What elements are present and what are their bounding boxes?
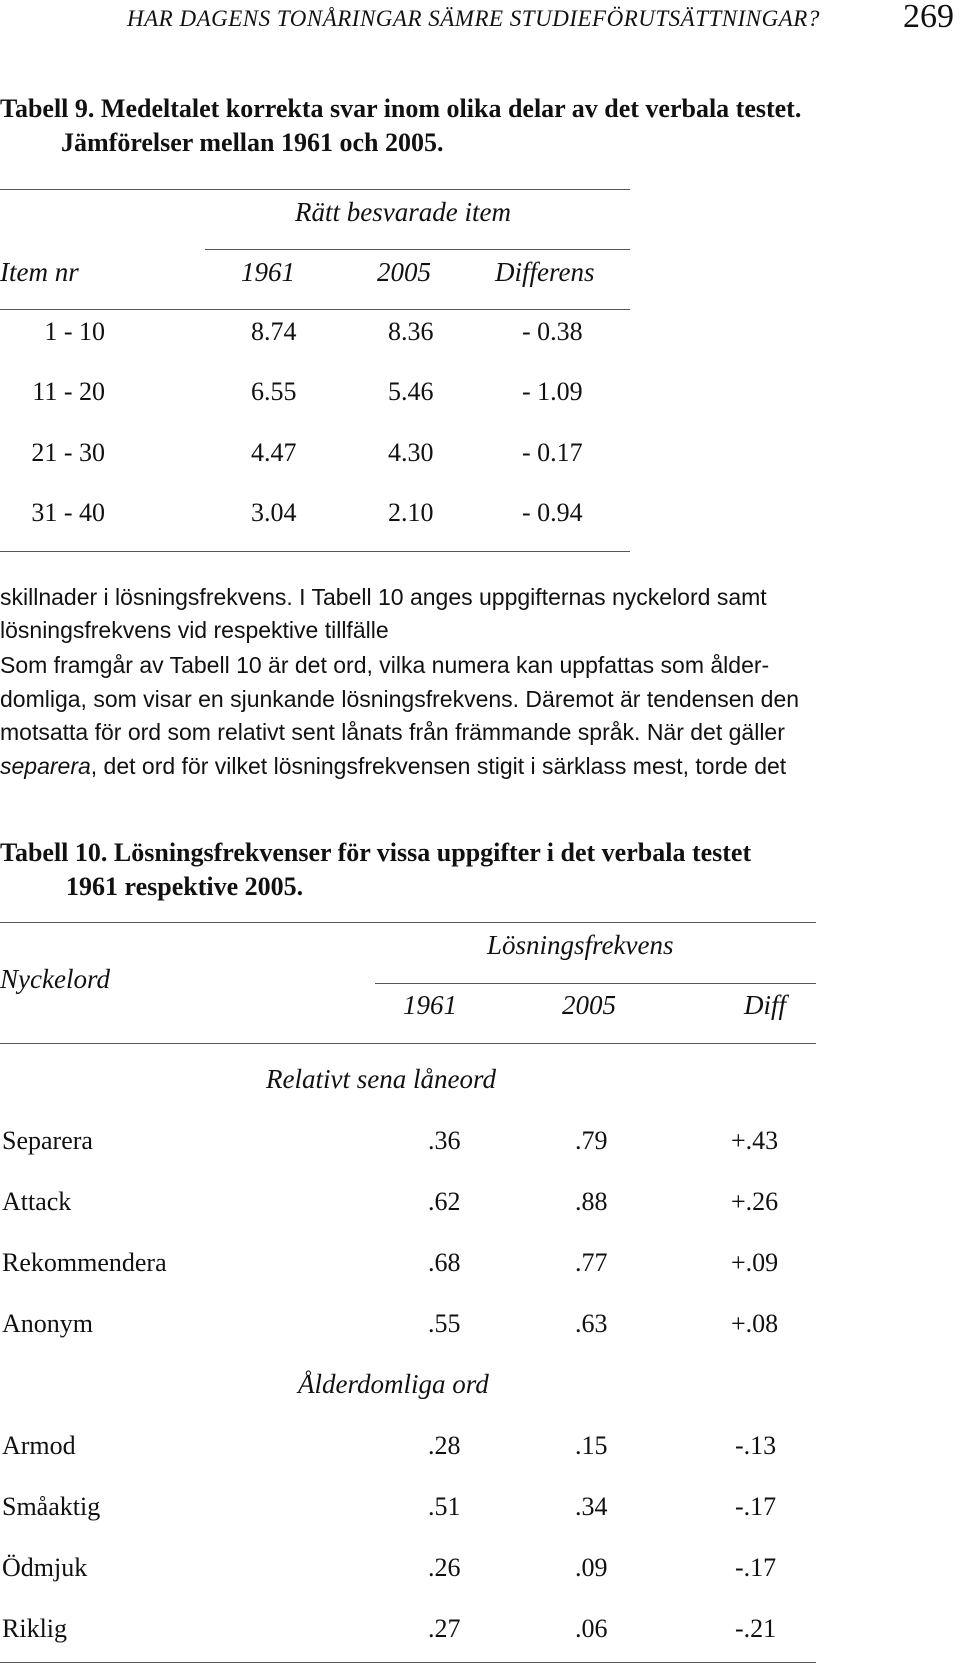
table9-cell-2005: 2.10 [388, 498, 434, 527]
table9-cell-item: 11 - 20 [32, 377, 105, 406]
table10-cell-1961: .28 [428, 1431, 461, 1460]
table10-bottom-rule [0, 1662, 816, 1663]
table10-header-rule [0, 1043, 816, 1044]
table9-cell-1961: 6.55 [251, 377, 297, 406]
table9-cell-2005: 8.36 [388, 317, 434, 346]
table9-cell-item: 31 - 40 [31, 498, 105, 527]
table10-col-diff: Diff [744, 990, 787, 1020]
table10-cell-word: Attack [2, 1187, 72, 1216]
table10-cell-word: Småaktig [2, 1492, 101, 1521]
body-text-line5: motsatta för ord som relativt sent lånats från främmande språk. När det gäller [0, 719, 785, 745]
table10-cell-1961: .62 [428, 1187, 461, 1216]
body-text-line6-rest: , det ord för vilket lösningsfrekvensen stigit i särklass mest, torde det [90, 753, 787, 779]
table9-bottom-rule [0, 551, 630, 552]
table10-cell-diff: -.17 [735, 1492, 777, 1521]
table10-cell-2005: .63 [575, 1309, 608, 1338]
table9-cell-1961: 4.47 [251, 438, 297, 467]
table10-cell-diff: +.26 [731, 1187, 779, 1216]
table9-cell-diff: - 0.17 [522, 438, 583, 467]
table10-group-rule [375, 983, 816, 984]
table10-cell-2005: .77 [575, 1248, 608, 1277]
table10-cell-word: Riklig [2, 1614, 68, 1643]
page-number: 269 [903, 0, 954, 35]
table10-cell-2005: .88 [575, 1187, 608, 1216]
table9-col-diff: Differens [495, 257, 595, 287]
table9-group-rule [205, 249, 630, 250]
table9-cell-2005: 5.46 [388, 377, 434, 406]
table10-group-label: Ålderdomliga ord [298, 1369, 489, 1399]
table10-cell-diff: +.43 [731, 1126, 779, 1155]
table10-caption-line2: 1961 respektive 2005. [66, 872, 304, 901]
table10-group-header: Lösningsfrekvens [487, 930, 674, 960]
table9-cell-diff: - 1.09 [522, 377, 583, 406]
table10-caption-line1: Tabell 10. Lösningsfrekvenser för vissa uppgifter i det verbala testet [0, 838, 752, 867]
table10-col-2005: 2005 [562, 990, 616, 1020]
body-text-line1: skillnader i lösningsfrekvens. I Tabell 10 anges uppgifternas nyckelord samt [0, 584, 767, 610]
table10-cell-2005: .15 [575, 1431, 608, 1460]
body-text-line2: lösningsfrekvens vid respektive tillfälle [0, 617, 389, 643]
table9-group-header: Rätt besvarade item [295, 197, 511, 227]
table10-cell-1961: .51 [428, 1492, 461, 1521]
table10-cell-2005: .09 [575, 1553, 608, 1582]
table9-col-2005: 2005 [377, 257, 431, 287]
table10-group-label: Relativt sena låneord [266, 1064, 496, 1094]
emphasis-word: separera [0, 753, 91, 779]
table9-col-1961: 1961 [241, 257, 295, 287]
table10-row-header: Nyckelord [0, 964, 110, 994]
table9-top-rule [0, 189, 630, 190]
table10-cell-word: Ödmjuk [2, 1553, 88, 1582]
table10-cell-1961: .55 [428, 1309, 461, 1338]
table10-cell-1961: .26 [428, 1553, 461, 1582]
table9-cell-2005: 4.30 [388, 438, 434, 467]
table10-cell-2005: .79 [575, 1126, 608, 1155]
table10-cell-word: Armod [2, 1431, 76, 1460]
table10-cell-diff: -.13 [735, 1431, 777, 1460]
table9-header-rule [0, 309, 630, 310]
table10-cell-diff: -.21 [735, 1614, 777, 1643]
table10-cell-diff: -.17 [735, 1553, 777, 1582]
table10-cell-1961: .36 [428, 1126, 461, 1155]
table9-cell-item: 1 - 10 [44, 317, 105, 346]
table10-top-rule [0, 922, 816, 923]
table9-cell-diff: - 0.38 [522, 317, 583, 346]
table10-cell-diff: +.08 [731, 1309, 779, 1338]
body-text-line6 [0, 753, 960, 780]
running-header: HAR DAGENS TONÅRINGAR SÄMRE STUDIEFÖRUTSÄTTNINGAR? [127, 6, 820, 31]
table9-caption-line2: Jämförelser mellan 1961 och 2005. [61, 128, 444, 157]
table9-cell-item: 21 - 30 [31, 438, 105, 467]
body-text-line3: Som framgår av Tabell 10 är det ord, vilka numera kan uppfattas som ålder- [0, 652, 770, 678]
body-text-line4: domliga, som visar en sjunkande lösningsfrekvens. Däremot är tendensen den [0, 686, 800, 712]
table9-col-item: Item nr [0, 257, 79, 287]
table9-cell-1961: 8.74 [251, 317, 297, 346]
table10-cell-word: Anonym [2, 1309, 93, 1338]
table10-cell-2005: .34 [575, 1492, 608, 1521]
table10-col-1961: 1961 [403, 990, 457, 1020]
table10-cell-1961: .27 [428, 1614, 461, 1643]
table9-cell-1961: 3.04 [251, 498, 297, 527]
table9-caption-line1: Tabell 9. Medeltalet korrekta svar inom olika delar av det verbala testet. [0, 94, 802, 123]
table10-cell-2005: .06 [575, 1614, 608, 1643]
table10-cell-word: Separera [2, 1126, 93, 1155]
table10-cell-1961: .68 [428, 1248, 461, 1277]
table9-cell-diff: - 0.94 [522, 498, 583, 527]
table10-cell-diff: +.09 [731, 1248, 779, 1277]
table10-cell-word: Rekommendera [2, 1248, 167, 1277]
